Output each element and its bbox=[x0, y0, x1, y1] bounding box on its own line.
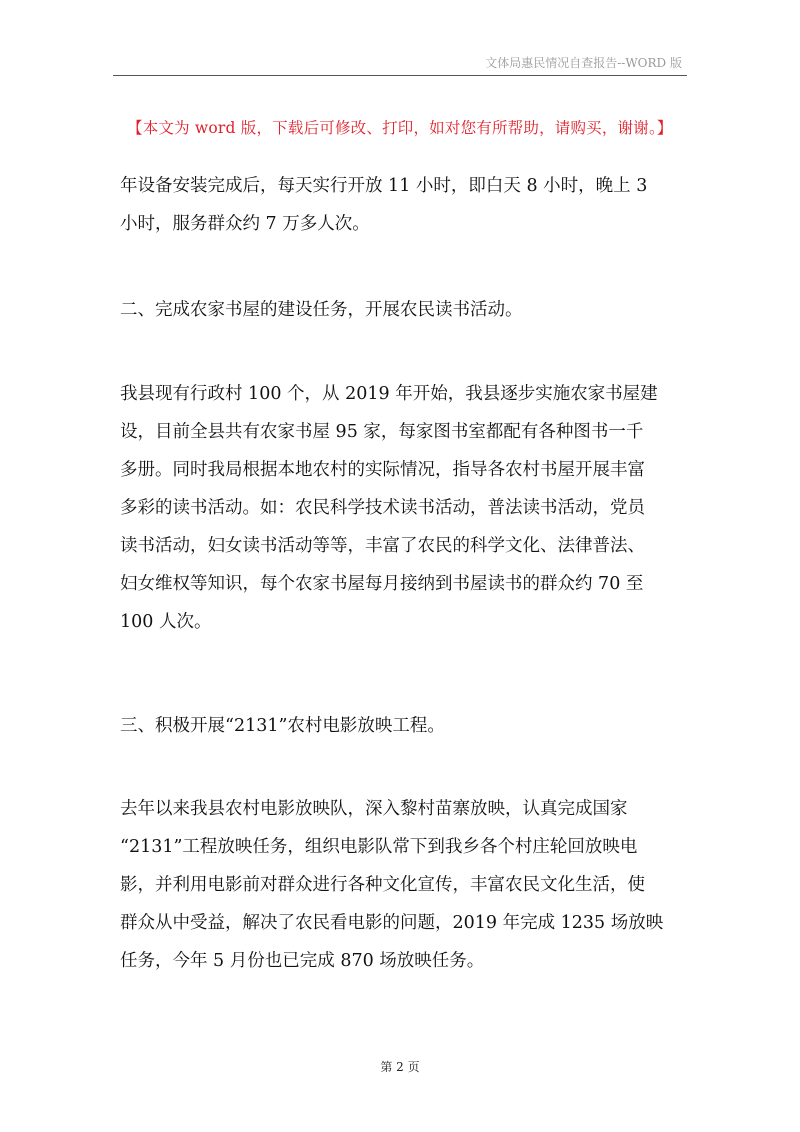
download-notice: 【本文为 word 版，下载后可修改、打印，如对您有所帮助，请购买，谢谢。】 bbox=[127, 119, 673, 137]
paragraph-5 bbox=[120, 790, 688, 980]
paragraph-line: 年设备安装完成后，每天实行开放 11 小时，即白天 8 小时，晚上 3 bbox=[120, 176, 648, 196]
paragraph-line: 多册。同时我局根据本地农村的实际情况，指导各农村书屋开展丰富 bbox=[120, 460, 645, 480]
paragraph-line: “2131”工程放映任务，组织电影队常下到我乡各个村庄轮回放映电 bbox=[120, 837, 638, 857]
header-divider bbox=[113, 75, 687, 76]
section-heading-3 bbox=[120, 707, 688, 745]
paragraph-line: 读书活动，妇女读书活动等等，丰富了农民的科学文化、法律普法、 bbox=[120, 536, 645, 556]
paragraph-line: 去年以来我县农村电影放映队，深入黎村苗寨放映，认真完成国家 bbox=[120, 799, 628, 819]
paragraph-line: 设，目前全县共有农家书屋 95 家，每家图书室都配有各种图书一千 bbox=[120, 422, 644, 442]
paragraph-line: 任务，今年 5 月份也已完成 870 场放映任务。 bbox=[120, 951, 485, 971]
section-heading-2 bbox=[120, 291, 688, 329]
paragraph-line: 多彩的读书活动。如：农民科学技术读书活动，普法读书活动，党员 bbox=[120, 498, 645, 518]
paragraph-line: 妇女维权等知识，每个农家书屋每月接纳到书屋读书的群众约 70 至 bbox=[120, 574, 644, 594]
paragraph-line: 我县现有行政村 100 个，从 2019 年开始，我县逐步实施农家书屋建 bbox=[120, 384, 658, 404]
page-number: 第 2 页 bbox=[380, 1060, 420, 1074]
paragraph-line: 影，并利用电影前对群众进行各种文化宣传，丰富农民文化生活，使 bbox=[120, 875, 645, 895]
paragraph-1 bbox=[120, 167, 688, 243]
header-title: 文体局惠民情况自查报告--WORD 版 bbox=[485, 56, 682, 70]
paragraph-line: 100 人次。 bbox=[120, 612, 212, 632]
paragraph-3 bbox=[120, 375, 688, 641]
paragraph-line: 小时，服务群众约 7 万多人次。 bbox=[120, 214, 370, 234]
section-heading-line: 二、完成农家书屋的建设任务，开展农民读书活动。 bbox=[120, 300, 523, 320]
section-heading-line: 三、积极开展“2131”农村电影放映工程。 bbox=[120, 716, 445, 736]
paragraph-line: 群众从中受益，解决了农民看电影的问题，2019 年完成 1235 场放映 bbox=[120, 913, 664, 933]
